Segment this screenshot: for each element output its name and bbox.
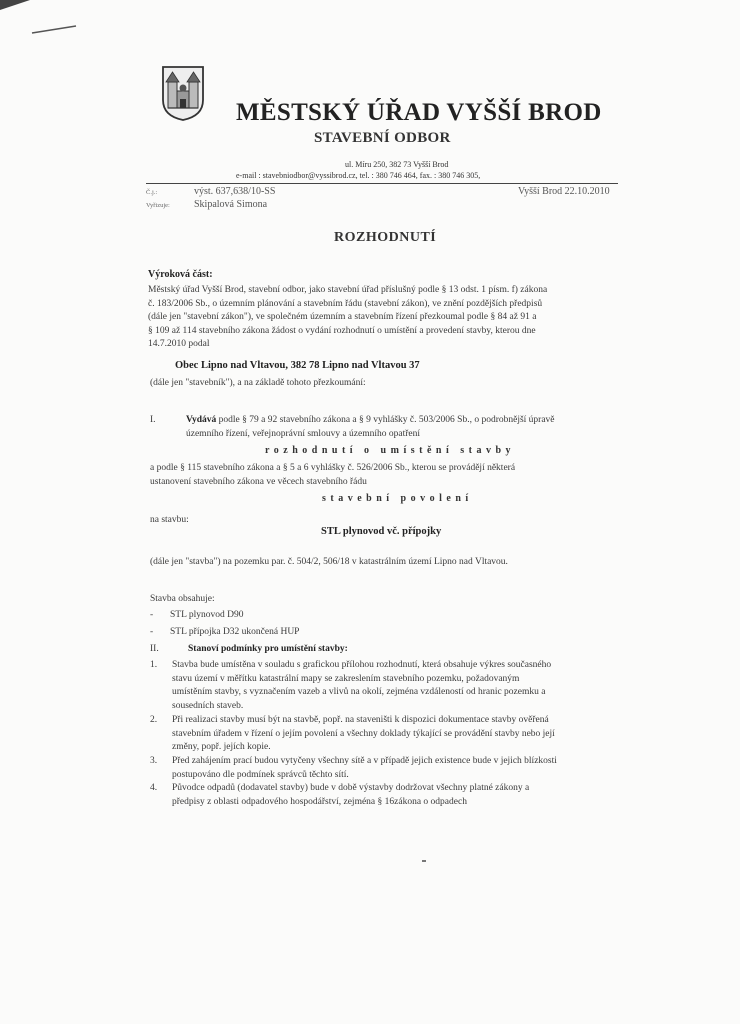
intro-paragraph: Městský úřad Vyšší Brod, stavební odbor, jako stavební úřad příslušný podle § 13 odst. 1 písm. f) zákona č. 183/2006 Sb., o územním plánování a stavebním řádu (stavební zákon), ve znění pozdějších předpisů (dále jen "stavební zákon"), ve společném územním a stavebním řízení přezkoumal podle § 84 až 91 a § 109 až 114 stavebního zákona žádost o vydání rozhodnutí o umístění a provedení stavby, kterou dne 14.7.2010 podal <box>148 285 548 349</box>
item-1-text: Vydává podle § 79 a 92 stavebního zákona a § 9 vyhlášky č. 503/2006 Sb., o podrobnější úpravě územního řízení, veřejnoprávní smlouvy a územního opatření <box>186 415 555 439</box>
condition-number: 2. <box>150 715 158 725</box>
applicant-note: (dále jen "stavebník"), a na základě tohoto přezkoumání: <box>150 378 366 388</box>
item-2-title: Stanoví podmínky pro umístění stavby: <box>188 644 348 654</box>
document-heading: ROZHODNUTÍ <box>334 230 437 245</box>
handler: Vyřizuje: Skipalová Simona <box>146 199 268 210</box>
office-title: MĚSTSKÝ ÚŘAD VYŠŠÍ BROD <box>236 99 602 126</box>
condition-number: 4. <box>150 783 158 793</box>
item-2-number: II. <box>150 644 159 654</box>
parcel-note: (dále jen "stavba") na pozemku par. č. 504/2, 506/18 v katastrálním území Lipno nad Vltavou. <box>150 557 508 567</box>
paragraph-2: a podle § 115 stavebního zákona a § 5 a 6 vyhlášky č. 526/2006 Sb., kterou se provádějí některá ustanovení stavebního zákona ve věcech stavebního řádu <box>150 463 516 487</box>
office-contact: e-mail : stavebniodbor@vyssibrod.cz, tel. : 380 746 464, fax. : 380 746 305, <box>236 171 481 180</box>
construction-name: STL plynovod vč. přípojky <box>321 526 442 537</box>
decision-placement: rozhodnutí o umístění stavby <box>265 445 516 456</box>
decision-permit: stavební povolení <box>322 493 473 504</box>
section-title: Výroková část: <box>148 269 213 280</box>
contents-item: - STL plynovod D90 <box>150 610 244 620</box>
applicant: Obec Lipno nad Vltavou, 382 78 Lipno nad Vltavou 37 <box>175 360 420 371</box>
item-1-number: I. <box>150 415 156 425</box>
scan-edge-mark <box>0 0 90 40</box>
condition-text: Při realizaci stavby musí být na stavbě, popř. na staveništi k dispozici dokumentace stavby ověřená stavebním úřadem v řízení o jejím povolení a všechny doklady týkající se provádění stavby nebo její změny, popř. jejích kopie. <box>172 715 555 752</box>
contents-label: Stavba obsahuje: <box>150 594 215 604</box>
office-address: ul. Míru 250, 382 73 Vyšší Brod <box>345 160 449 169</box>
na-stavbu-label: na stavbu: <box>150 515 189 525</box>
condition-number: 1. <box>150 660 158 670</box>
department-title: STAVEBNÍ ODBOR <box>314 130 451 146</box>
condition-text: Před zahájením prací budou vytyčeny všechny sítě a v případě jejich existence bude v jejich blízkosti postupováno dle podmínek správců těchto sítí. <box>172 756 557 780</box>
scan-speck <box>422 860 426 862</box>
contents-item: - STL přípojka D32 ukončená HUP <box>150 627 300 637</box>
condition-text: Stavba bude umístěna v souladu s grafickou přílohou rozhodnutí, která obsahuje výkres současného stavu území v měřítku katastrální mapy se zakreslením stavebního pozemku, požadovaným umístěním stavby, s vyznačením vazeb a vlivů na okolí, zejména vzdáleností od hranic pozemku a sousedních staveb. <box>172 660 552 711</box>
condition-text: Původce odpadů (dodavatel stavby) bude v době výstavby dodržovat všechny platné zákony a předpisy z oblasti odpadového hospodářství, zejména § 16zákona o odpadech <box>172 783 530 807</box>
town-crest-logo <box>160 64 206 122</box>
reference-number: Č.j.: výst. 637,638/10-SS <box>146 186 276 197</box>
condition-number: 3. <box>150 756 158 766</box>
place-date: Vyšší Brod 22.10.2010 <box>518 186 610 197</box>
header-divider <box>146 183 618 184</box>
